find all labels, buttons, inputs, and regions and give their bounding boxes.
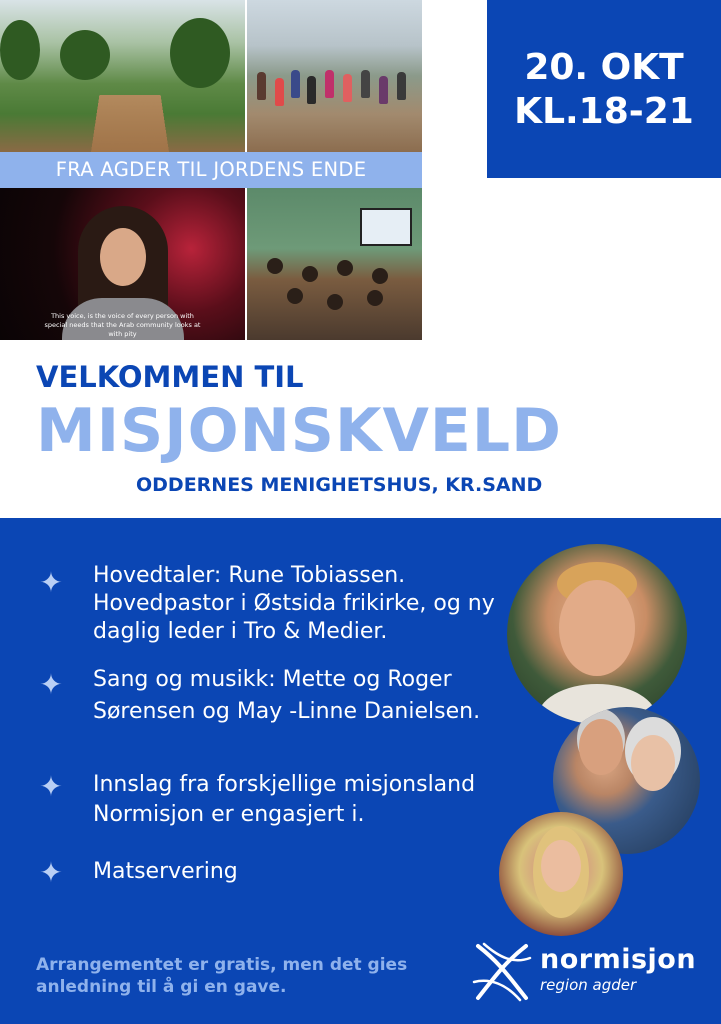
footer-note: Arrangementet er gratis, men det gies anledning til å gi en gave. xyxy=(36,955,408,997)
normisjon-logo-icon xyxy=(470,938,534,1004)
photo-group-of-children xyxy=(247,0,422,152)
event-date: 20. OKT xyxy=(524,47,684,88)
date-box xyxy=(487,0,721,178)
photo-village-road xyxy=(0,0,245,152)
event-title: MISJONSKVELD xyxy=(36,396,562,466)
photo-classroom xyxy=(247,188,422,340)
event-time: KL.18-21 xyxy=(514,91,694,132)
sparkle-icon: ✦ xyxy=(39,770,63,803)
program-item-text: Sang og musikk: Mette og Roger Sørensen og May -Linne Danielsen. xyxy=(93,667,481,724)
portrait-speaker xyxy=(507,544,687,724)
sparkle-icon: ✦ xyxy=(39,566,63,599)
program-item-text: Matservering xyxy=(93,859,238,884)
portrait-singer xyxy=(499,812,623,936)
logo-region: region agder xyxy=(540,976,637,994)
tagline-band: FRA AGDER TIL JORDENS ENDE xyxy=(0,152,422,188)
normisjon-logo xyxy=(470,938,700,1008)
welcome-heading: VELKOMMEN TIL xyxy=(36,360,304,394)
sparkle-icon: ✦ xyxy=(39,856,63,889)
logo-name: normisjon xyxy=(540,944,697,975)
video-caption: This voice, is the voice of every person with special needs that the Arab community looks at with pity xyxy=(44,312,201,338)
program-item-text: Hovedtaler: Rune Tobiassen. Hovedpastor i Østsida frikirke, og ny daglig leder i Tro & Medier. xyxy=(93,563,495,644)
sparkle-icon: ✦ xyxy=(39,668,63,701)
program-item-text: Innslag fra forskjellige misjonsland Normisjon er engasjert i. xyxy=(93,772,476,827)
photo-speaking-girl xyxy=(0,188,245,340)
venue-line: ODDERNES MENIGHETSHUS, KR.SAND xyxy=(136,474,543,496)
